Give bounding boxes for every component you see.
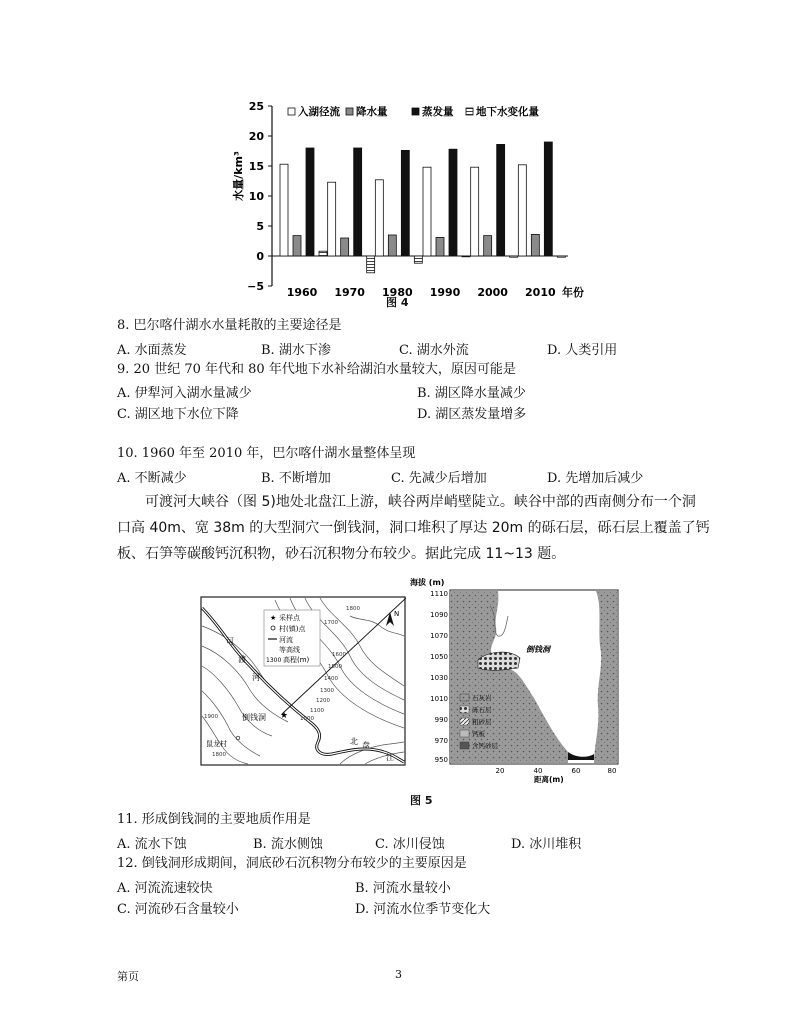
question-12-option-d: D. 河流水位季节变化大 bbox=[355, 902, 491, 917]
intro-line-3: 板、石笋等碳酸钙沉积物，砂石沉积物分布较少。据此完成 11~13 题。 bbox=[117, 546, 566, 562]
svg-text:950: 950 bbox=[434, 756, 448, 764]
question-11-stem: 11. 形成倒钱洞的主要地质作用是 bbox=[117, 812, 311, 827]
y-tick-label: 5 bbox=[256, 220, 264, 233]
legend-label-降水量: 降水量 bbox=[356, 106, 388, 118]
bar-蒸发量-1980 bbox=[401, 150, 409, 256]
bar-地下水变化量-1970 bbox=[367, 256, 375, 273]
question-11-option-a: A. 流水下蚀 bbox=[117, 837, 187, 852]
bar-蒸发量-1990 bbox=[449, 149, 457, 256]
bar-降水量-1980 bbox=[388, 235, 396, 256]
question-8-option-c: C. 湖水外流 bbox=[399, 343, 469, 358]
question-10-option-b: B. 不断增加 bbox=[261, 471, 331, 486]
map-legend-1: 采样点 bbox=[279, 614, 300, 622]
figure-5-profile bbox=[408, 576, 628, 784]
svg-text:石灰岩: 石灰岩 bbox=[472, 694, 492, 702]
footer-left: 第页 bbox=[117, 970, 139, 983]
svg-text:1700: 1700 bbox=[324, 620, 338, 626]
svg-text:1800: 1800 bbox=[346, 606, 360, 612]
bar-入湖径流-1980 bbox=[375, 180, 383, 256]
question-10-option-a: A. 不断减少 bbox=[117, 471, 187, 486]
profile-legend-calcite-swatch bbox=[460, 730, 469, 737]
x-axis-label: 年份 bbox=[562, 286, 584, 298]
svg-text:1600: 1600 bbox=[332, 652, 346, 658]
bar-入湖径流-2000 bbox=[471, 167, 479, 256]
profile-legend-gravel-swatch bbox=[460, 706, 469, 713]
svg-text:1300: 1300 bbox=[320, 688, 334, 694]
map-label-jiang: 江 bbox=[386, 753, 394, 762]
map-legend-4: 等高线 bbox=[279, 646, 300, 654]
bar-地下水变化量-2000 bbox=[510, 256, 518, 257]
profile-ylabel: 海拔 (m) bbox=[410, 578, 445, 587]
bar-地下水变化量-1990 bbox=[462, 256, 470, 257]
y-tick-label: 0 bbox=[256, 250, 264, 263]
question-8-option-b: B. 湖水下渗 bbox=[261, 343, 331, 358]
x-tick-label: 1990 bbox=[429, 286, 461, 298]
svg-text:60: 60 bbox=[571, 767, 581, 775]
bar-入湖径流-1960 bbox=[280, 164, 288, 256]
map-label-cave: 倒钱洞 bbox=[242, 713, 266, 722]
svg-text:970: 970 bbox=[434, 737, 448, 745]
profile-cave-label: 倒钱洞 bbox=[526, 645, 550, 654]
bar-入湖径流-1970 bbox=[328, 182, 336, 256]
map-label-bei: 北 bbox=[350, 737, 358, 746]
y-tick-label: 20 bbox=[248, 130, 264, 143]
map-legend-5: 高程(m) bbox=[283, 656, 310, 664]
question-10-option-c: C. 先减少后增加 bbox=[391, 471, 487, 486]
y-tick-label: 10 bbox=[248, 190, 264, 203]
x-tick-label: 1960 bbox=[286, 286, 318, 298]
intro-line-1: 可渡河大峡谷（图 5)地处北盘江上游，峡谷两岸峭壁陡立。峡谷中部的西南侧分布一个洞 bbox=[145, 494, 696, 510]
question-10-stem: 10. 1960 年至 2010 年，巴尔喀什湖水量整体呈现 bbox=[117, 446, 416, 461]
map-legend-star-icon: ★ bbox=[270, 614, 277, 622]
profile-legend-sand-swatch bbox=[460, 718, 469, 725]
map-label-village: 鼠龙村 bbox=[206, 740, 227, 748]
figure-4-caption: 图 4 bbox=[386, 296, 409, 309]
map-label-ke: 可 bbox=[226, 637, 234, 646]
bar-蒸发量-2010 bbox=[544, 142, 552, 256]
svg-text:1050: 1050 bbox=[430, 653, 448, 661]
bar-降水量-1960 bbox=[293, 236, 301, 256]
question-8-option-a: A. 水面蒸发 bbox=[117, 343, 187, 358]
question-11-option-c: C. 冰川侵蚀 bbox=[375, 837, 445, 852]
svg-text:990: 990 bbox=[434, 716, 448, 724]
legend-swatch-降水量 bbox=[346, 108, 353, 115]
question-12-option-a: A. 河流流速较快 bbox=[117, 881, 213, 896]
profile-xlabel: 距离(m) bbox=[534, 775, 564, 784]
svg-text:1070: 1070 bbox=[430, 632, 448, 640]
svg-text:砾石层: 砾石层 bbox=[472, 706, 492, 714]
figure-5-caption: 图 5 bbox=[410, 794, 433, 807]
bar-降水量-1990 bbox=[436, 237, 444, 256]
legend-label-入湖径流: 入湖径流 bbox=[298, 106, 340, 118]
question-10-option-d: D. 先增加后减少 bbox=[547, 471, 644, 486]
y-tick-label: −5 bbox=[247, 280, 264, 293]
svg-text:1000: 1000 bbox=[300, 716, 314, 722]
question-11-option-d: D. 冰川堆积 bbox=[511, 837, 582, 852]
svg-text:1900: 1900 bbox=[204, 714, 218, 720]
y-tick-label: 25 bbox=[248, 100, 264, 113]
legend-swatch-入湖径流 bbox=[288, 108, 295, 115]
x-tick-label: 1970 bbox=[334, 286, 365, 298]
intro-line-2: 口高 40m、宽 38m 的大型洞穴一倒钱洞，洞口堆积了厚达 20m 的砾石层，砾石层上覆盖了钙 bbox=[117, 520, 710, 536]
question-12-stem: 12. 倒钱洞形成期间，洞底砂石沉积物分布较少的主要原因是 bbox=[117, 856, 467, 871]
question-12-option-c: C. 河流砂石含量较小 bbox=[117, 902, 239, 917]
bar-蒸发量-2000 bbox=[497, 144, 505, 256]
page-number: 3 bbox=[395, 968, 402, 981]
bar-降水量-2000 bbox=[484, 236, 492, 256]
svg-text:40: 40 bbox=[533, 767, 543, 775]
map-label-du: 渡 bbox=[238, 655, 246, 664]
svg-text:1010: 1010 bbox=[430, 695, 448, 703]
question-9-option-a: A. 伊犁河入湖水量减少 bbox=[117, 386, 252, 401]
svg-text:1400: 1400 bbox=[324, 676, 338, 682]
bar-入湖径流-2010 bbox=[518, 165, 526, 256]
question-8-option-d: D. 人类引用 bbox=[547, 343, 618, 358]
bar-蒸发量-1960 bbox=[306, 148, 314, 256]
svg-text:1100: 1100 bbox=[310, 708, 324, 714]
map-legend-3: 河流 bbox=[279, 636, 293, 644]
question-9-option-d: D. 湖区蒸发量增多 bbox=[417, 407, 527, 422]
question-8-stem: 8. 巴尔喀什湖水水量耗散的主要途径是 bbox=[117, 318, 342, 333]
svg-text:钙板: 钙板 bbox=[472, 730, 485, 738]
svg-text:粗砂层: 粗砂层 bbox=[472, 718, 492, 726]
map-label-pan: 盘 bbox=[362, 741, 370, 750]
question-9-option-b: B. 湖区降水量减少 bbox=[417, 386, 526, 401]
question-11-option-b: B. 流水侧蚀 bbox=[253, 837, 323, 852]
x-tick-label: 2000 bbox=[477, 286, 508, 298]
svg-text:含钙砂层: 含钙砂层 bbox=[472, 742, 498, 750]
map-north-label: N bbox=[394, 610, 400, 618]
figure-5-map bbox=[200, 596, 406, 766]
question-9-option-c: C. 湖区地下水位下降 bbox=[117, 407, 239, 422]
bar-蒸发量-1970 bbox=[354, 148, 362, 256]
x-tick-label: 2010 bbox=[525, 286, 556, 298]
svg-text:1200: 1200 bbox=[316, 698, 330, 704]
map-label-he: 河 bbox=[252, 673, 260, 682]
map-sample-star-icon: ★ bbox=[280, 711, 289, 721]
legend-swatch-蒸发量 bbox=[412, 108, 419, 115]
map-legend-contour-sample: 1300 bbox=[266, 657, 282, 664]
bar-地下水变化量-2010 bbox=[557, 256, 565, 257]
question-12-option-b: B. 河流水量较小 bbox=[355, 881, 451, 896]
svg-text:1800: 1800 bbox=[212, 752, 226, 758]
bar-地下水变化量-1980 bbox=[414, 256, 422, 263]
svg-text:1500: 1500 bbox=[328, 664, 342, 670]
y-axis-label: 水量/km³ bbox=[232, 151, 245, 201]
question-9-stem: 9. 20 世纪 70 年代和 80 年代地下水补给湖泊水量较大，原因可能是 bbox=[117, 362, 516, 377]
legend-swatch-地下水变化量 bbox=[466, 108, 473, 115]
figure-4-chart bbox=[228, 98, 588, 298]
legend-label-蒸发量: 蒸发量 bbox=[422, 106, 454, 118]
svg-text:1090: 1090 bbox=[430, 611, 448, 619]
svg-text:80: 80 bbox=[607, 767, 617, 775]
profile-legend-calc-sand-swatch bbox=[460, 742, 469, 749]
y-tick-label: 15 bbox=[248, 160, 264, 173]
svg-text:1110: 1110 bbox=[430, 590, 448, 598]
bar-降水量-2010 bbox=[531, 234, 539, 256]
svg-text:20: 20 bbox=[495, 767, 505, 775]
svg-text:1030: 1030 bbox=[430, 674, 448, 682]
legend-label-地下水变化量: 地下水变化量 bbox=[476, 106, 539, 118]
bar-入湖径流-1990 bbox=[423, 167, 431, 256]
profile-legend-limestone-swatch bbox=[460, 694, 469, 701]
bar-地下水变化量-1960 bbox=[319, 251, 327, 256]
bar-降水量-1970 bbox=[341, 238, 349, 256]
map-legend-2: 村(镇)点 bbox=[279, 625, 306, 633]
x-tick-label: 1980 bbox=[382, 286, 413, 298]
